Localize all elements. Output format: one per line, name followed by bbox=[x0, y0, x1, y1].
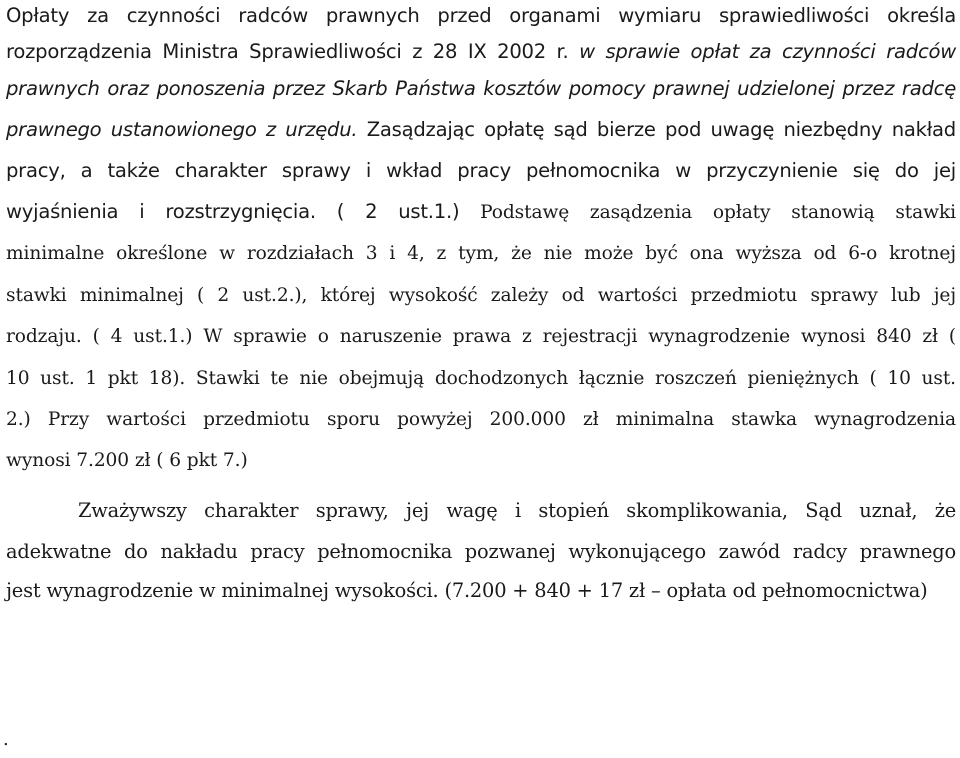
text-run-italic: w sprawie opłat za czynności radców bbox=[579, 40, 956, 63]
text-run: stawki minimalnej ( 2 ust.2.), której wysokość zależy od wartości przedmiotu sprawy lub jej bbox=[6, 285, 956, 306]
text-run: 2.) Przy wartości przedmiotu sporu powyżej 200.000 zł minimalna stawka wynagrodzenia bbox=[6, 409, 956, 430]
text-line-last bbox=[6, 445, 956, 475]
text-run: Zważywszy charakter sprawy, jej wagę i stopień skomplikowania, Sąd uznał, że bbox=[78, 499, 956, 522]
text-run: adekwatne do nakładu pracy pełnomocnika pozwanej wykonującego zawód radcy prawnego bbox=[6, 540, 956, 563]
text-run: wynosi 7.200 zł ( 6 pkt 7.) bbox=[6, 450, 248, 471]
text-line bbox=[6, 363, 956, 393]
text-run: rozporządzenia Ministra Sprawiedliwości z 28 IX 2002 r. bbox=[6, 40, 580, 63]
text-line bbox=[6, 321, 956, 351]
text-line bbox=[6, 74, 956, 104]
text-line bbox=[6, 238, 956, 268]
text-line bbox=[6, 37, 956, 67]
text-run: Zasądzając opłatę sąd bierze pod uwagę niezbędny nakład bbox=[357, 118, 956, 141]
text-run: jest wynagrodzenie w minimalnej wysokości. (7.200 + 840 + 17 zł – opłata od pełnomocnictwa) bbox=[6, 579, 928, 602]
text-line bbox=[6, 537, 956, 567]
text-run: wyjaśnienia i rozstrzygnięcia. ( 2 ust.1.) bbox=[6, 200, 460, 223]
text-line bbox=[6, 156, 956, 186]
text-run: pracy, a także charakter sprawy i wkład pracy pełnomocnika w przyczynienie się do jej bbox=[6, 159, 956, 182]
text-run: rodzaju. ( 4 ust.1.) W sprawie o naruszenie prawa z rejestracji wynagrodzenie wynosi 840 zł ( bbox=[6, 326, 956, 347]
text-line bbox=[6, 115, 956, 145]
text-line bbox=[6, 197, 956, 227]
trailing-dot: . bbox=[3, 729, 9, 750]
text-run: minimalne określone w rozdziałach 3 i 4, z tym, że nie może być ona wyższa od 6-o krotnej bbox=[6, 243, 956, 264]
text-run: Opłaty za czynności radców prawnych przed organami wymiaru sprawiedliwości określa bbox=[6, 4, 956, 27]
text-line bbox=[6, 280, 956, 310]
text-line bbox=[6, 1, 956, 31]
text-line-indented bbox=[78, 496, 956, 526]
text-run: 10 ust. 1 pkt 18). Stawki te nie obejmują dochodzonych łącznie roszczeń pieniężnych ( 10 ust. bbox=[6, 368, 956, 389]
text-run-italic: prawnego ustanowionego z urzędu. bbox=[6, 118, 358, 141]
text-line-last bbox=[6, 576, 956, 606]
text-run: Podstawę zasądzenia opłaty stanowią stawki bbox=[459, 202, 956, 223]
text-line bbox=[6, 404, 956, 434]
text-run-italic: prawnych oraz ponoszenia przez Skarb Państwa kosztów pomocy prawnej udzielonej przez radcę bbox=[6, 77, 956, 100]
